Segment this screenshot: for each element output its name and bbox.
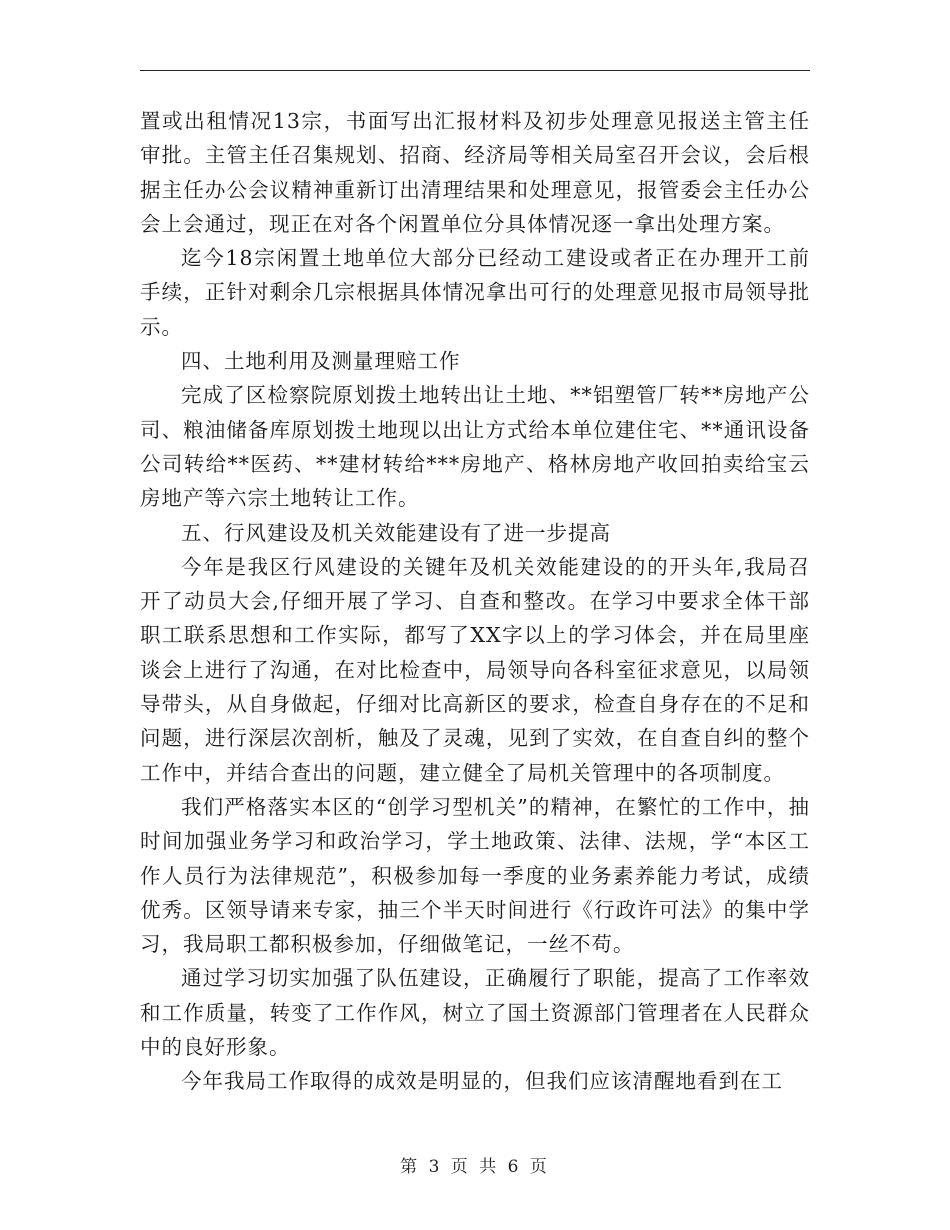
paragraph: 今年我局工作取得的成效是明显的，但我们应该清醒地看到在工 xyxy=(181,1069,783,1094)
paragraph: 通过学习切实加强了队伍建设，正确履行了职能，提高了工作率效和工作质量，转变了工作作风，树立了国土资源部门管理者在人民群众中的良好形象。 xyxy=(140,966,810,1060)
paragraph: 我们严格落实本区的“创学习型机关”的精神，在繁忙的工作中，抽时间加强业务学习和政治学习，学土地政策、法律、法规，学“本区工作人员行为法律规范”，积极参加每一季度的业务素养能力考试，成绩优秀。区领导请来专家，抽三个半天时间进行《行政许可法》的集中学习，我局职工都积极参加，仔细做笔记，一丝不苟。 xyxy=(140,794,810,957)
page-footer: 第 3 页 共 6 页 xyxy=(400,1157,550,1177)
document-body xyxy=(140,104,810,1099)
section-heading: 四、土地利用及测量理赔工作 xyxy=(181,349,461,374)
section-heading: 五、行风建设及机关效能建设有了进一步提高 xyxy=(181,520,611,545)
header-rule xyxy=(140,70,810,71)
paragraph: 今年是我区行风建设的关键年及机关效能建设的的开头年,我局召开了动员大会,仔细开展了学习、自查和整改。在学习中要求全体干部职工联系思想和工作实际，都写了XX字以上的学习体会，并在局里座谈会上进行了沟通，在对比检查中，局领导向各科室征求意见，以局领导带头，从自身做起，仔细对比高新区的要求，检查自身存在的不足和问题，进行深层次剖析，触及了灵魂，见到了实效，在自查自纠的整个工作中，并结合查出的问题，建立健全了局机关管理中的各项制度。 xyxy=(140,554,810,785)
paragraph: 置或出租情况13宗，书面写出汇报材料及初步处理意见报送主管主任审批。主管主任召集规划、招商、经济局等相关局室召开会议，会后根据主任办公会议精神重新订出清理结果和处理意见，报管委会主任办公会上会通过，现正在对各个闲置单位分具体情况逐一拿出处理方案。 xyxy=(140,109,810,236)
paragraph: 迄今18宗闲置土地单位大部分已经动工建设或者正在办理开工前手续，正针对剩余几宗根据具体情况拿出可行的处理意见报市局领导批示。 xyxy=(140,246,810,339)
paragraph: 完成了区检察院原划拨土地转出让土地、**铝塑管厂转**房地产公司、粮油储备库原划拨土地现以出让方式给本单位建住宅、**通讯设备公司转给**医药、**建材转给***房地产、格林房地产收回拍卖给宝云房地产等六宗土地转让工作。 xyxy=(140,383,810,511)
